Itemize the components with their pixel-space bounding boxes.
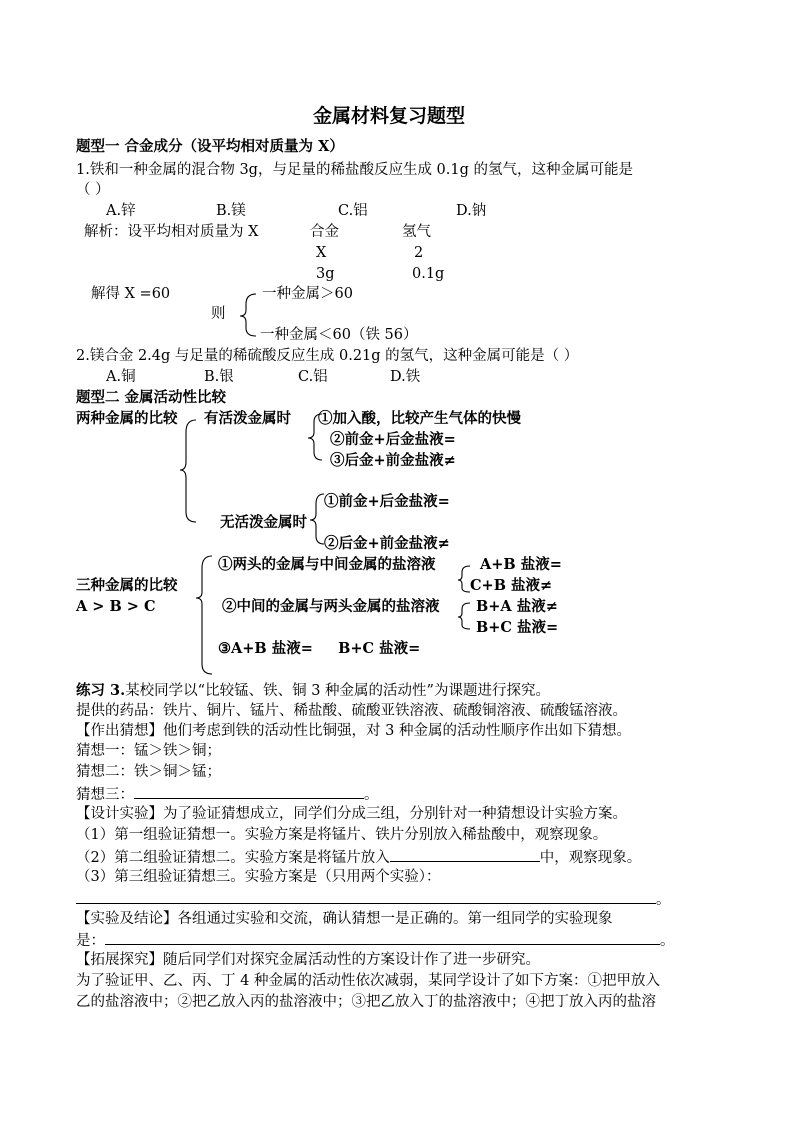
value-01g: 0.1g: [412, 266, 445, 282]
value-x: X: [316, 245, 327, 261]
three-method-1a: A+B 盐液=: [480, 556, 562, 573]
q2-option-d: D.铁: [390, 369, 421, 385]
last-line-2: 乙的盐溶液中；②把乙放入丙的盐溶液中；③把乙放入丁的盐溶液中；④把丁放入丙的盐溶: [76, 994, 656, 1010]
guess-3: [76, 784, 379, 804]
conclusion-blank: [105, 930, 660, 945]
guess-3-period: 。: [364, 787, 379, 803]
extend-text: 【拓展探究】随后同学们对探究金属活动性的方案设计作了进一步研究。: [76, 952, 540, 968]
q1-option-c: C.铝: [338, 203, 368, 219]
three-method-1b: C+B 盐液≠: [470, 577, 553, 594]
three-metals-label: 三种金属的比较: [76, 577, 178, 594]
conclusion-period: 。: [660, 933, 675, 949]
last-line-1: 为了验证甲、乙、丙、丁 4 种金属的活动性依次减弱，某同学设计了如下方案：①把甲放入: [76, 973, 660, 989]
exercise-number: 练习 3.: [76, 682, 126, 699]
conclusion-text: 【实验及结论】各组通过实验和交流，确认猜想一是正确的。第一组同学的实验现象: [76, 911, 613, 927]
q1-option-d: D.钠: [456, 203, 487, 219]
exercise-line-2: 提供的药品：铁片、铜片、锰片、稀盐酸、硫酸亚铁溶液、硫酸铜溶液、硫酸锰溶液。: [76, 703, 627, 719]
design-text: 【设计实验】为了验证猜想成立，同学们分成三组，分别针对一种猜想设计实验方案。: [76, 806, 627, 822]
question-2-text: 2.镁合金 2.4g 与足量的稀硫酸反应生成 0.21g 的氢气，这种金属可能是（ ）: [76, 348, 579, 364]
q1-option-b: B.镁: [216, 203, 246, 219]
no-active-label: 无活泼金属时: [220, 514, 307, 531]
then-text: 则: [211, 306, 226, 322]
solve-text: 解得 X =60: [91, 286, 171, 302]
guess-2: 猜想二：铁＞铜＞锰；: [76, 764, 221, 780]
exercise-line-3: 【作出猜想】他们考虑到铁的活动性比铜强，对 3 种金属的活动性顺序作出如下猜想。: [76, 723, 631, 739]
case-greater: 一种金属＞60: [262, 286, 353, 302]
three-method-2a: B+A 盐液≠: [476, 598, 558, 615]
value-2: 2: [414, 245, 424, 261]
group-2-text: [76, 847, 641, 867]
case-less: 一种金属＜60（铁 56）: [260, 327, 418, 343]
guess-3-label: 猜想三：: [76, 787, 134, 803]
group-3-answer-line: [76, 889, 671, 909]
guess-1: 猜想一：锰＞铁＞铜；: [76, 743, 221, 759]
no-active-method-1: ①前金+后金盐液=: [324, 493, 450, 510]
q2-option-b: B.银: [204, 369, 234, 385]
section-2-heading: 题型二 金属活动性比较: [76, 389, 227, 406]
conclusion-answer-line: [76, 930, 675, 950]
group-1-text: （1）第一组验证猜想一。实验方案是将锰片、铁片分别放入稀盐酸中，观察现象。: [76, 827, 608, 843]
page-title: 金属材料复习题型: [313, 105, 466, 127]
method-1: ①加入酸，比较产生气体的快慢: [318, 410, 521, 427]
exercise-line-1: [76, 682, 550, 700]
q1-option-a: A.锌: [106, 203, 136, 219]
exercise-intro: 某校同学以“比较锰、铁、铜 3 种金属的活动性”为课题进行探究。: [125, 683, 550, 699]
q2-option-a: A.铜: [106, 369, 136, 385]
group-2-blank: [390, 847, 540, 862]
group-2-suffix: 中，观察现象。: [539, 850, 642, 866]
column-hydrogen: 氢气: [402, 224, 431, 240]
value-3g: 3g: [316, 266, 335, 282]
analysis-text: 解析：设平均相对质量为 X: [84, 224, 259, 240]
method-3: ③后金+前金盐液≠: [330, 452, 456, 469]
group-3-period: 。: [656, 892, 671, 908]
three-method-1: ①两头的金属与中间金属的盐溶液: [218, 556, 436, 573]
group-2-prefix: （2）第二组验证猜想二。实验方案是将锰片放入: [76, 850, 390, 866]
method-2: ②前金+后金盐液=: [330, 431, 456, 448]
has-active-label: 有活泼金属时: [204, 410, 291, 427]
three-metals-order: A > B > C: [76, 598, 156, 615]
three-method-2: ②中间的金属与两头金属的盐溶液: [222, 598, 440, 615]
question-1-blank: （ ）: [76, 182, 110, 198]
conclusion-is: 是：: [76, 933, 105, 949]
two-metals-label: 两种金属的比较: [76, 410, 178, 427]
column-alloy: 合金: [310, 224, 339, 240]
three-method-3: ③A+B 盐液= B+C 盐液=: [218, 640, 421, 657]
guess-3-blank: [134, 784, 364, 799]
group-3-blank: [76, 889, 656, 904]
no-active-method-2: ②后金+前金盐液≠: [324, 535, 450, 552]
group-3-text: （3）第三组验证猜想三。实验方案是（只用两个实验）：: [76, 869, 441, 885]
section-1-heading: 题型一 合金成分（设平均相对质量为 X）: [76, 138, 344, 155]
q2-option-c: C.铝: [298, 369, 328, 385]
three-method-2b: B+C 盐液=: [476, 619, 559, 636]
question-1-text: 1.铁和一种金属的混合物 3g，与足量的稀盐酸反应生成 0.1g 的氢气，这种金属可能是: [76, 162, 634, 178]
